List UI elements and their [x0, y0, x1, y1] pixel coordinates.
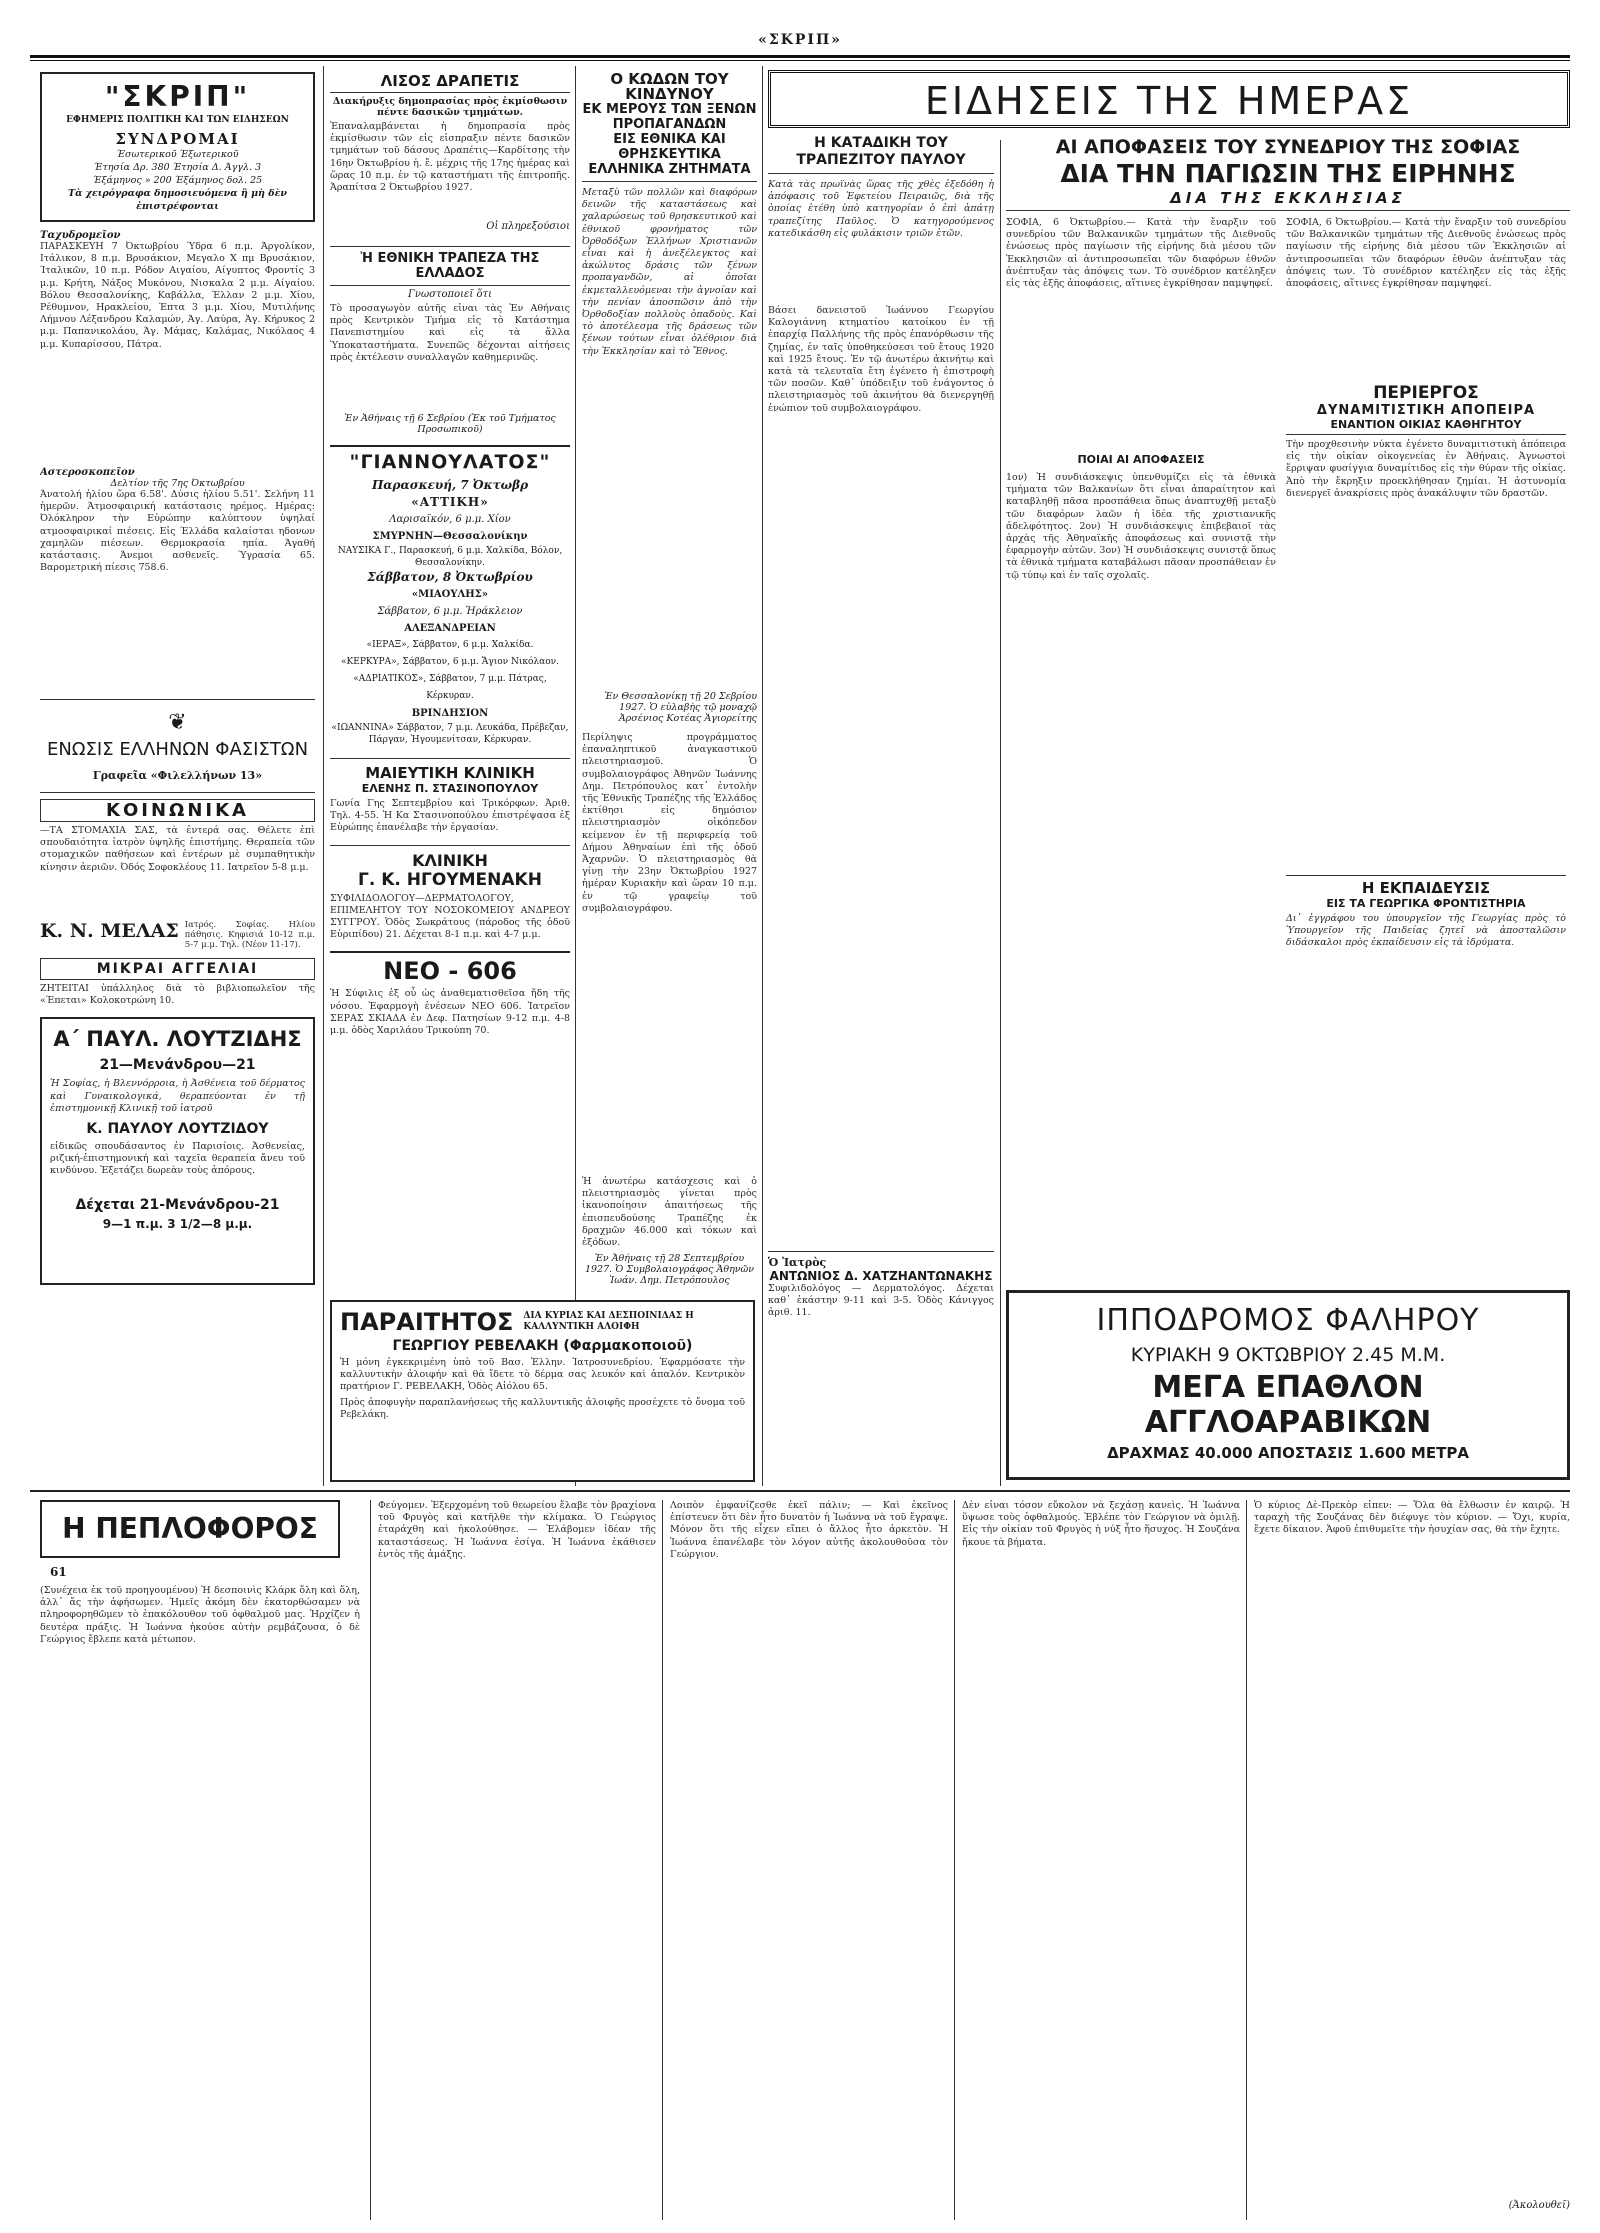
ship-line: Παρασκευή, 7 Ὀκτωβρ	[371, 478, 529, 492]
bank-sign: Ἐν Ἀθήναις τῇ 6 Σεβρίου (Ἐκ τοῦ Τμήματος Προσωπικοῦ)	[344, 413, 556, 435]
masthead	[0, 0, 1600, 70]
bell-title-block	[582, 72, 757, 182]
box-line: Έτησία Δρ. 380 Έτησία Δ. Άγγλ. 3	[93, 162, 262, 173]
bank-title: Ἡ ΕΘΝΙΚΗ ΤΡΑΠΕΖΑ ΤΗΣ ΕΛΛΑΔΟΣ	[330, 246, 570, 286]
hippodrome-ad	[1006, 1290, 1570, 1480]
doctor2-label: Ὁ Ἰατρὸς	[768, 1256, 827, 1269]
column-fifth	[1006, 135, 1570, 1485]
section-head: Αστεροσκοπεῖον	[40, 467, 135, 478]
sofia-title-c: ΔΙΑ ΤΗΣ ΕΚΚΛΗΣΙΑΣ	[1006, 189, 1570, 211]
forest-subtitle: Διακήρυξις δημοπρασίας πρὸς ἐκμίσθωσιν πέντε δασικῶν τμημάτων.	[332, 96, 568, 118]
clinic-title: ΚΛΙΝΙΚΗ	[330, 845, 570, 870]
dynamite-text: Τὴν προχθεσινὴν νύκτα ἐγένετο δυναμιτιστικὴ ἀπόπειρα εἰς τὴν οἰκίαν οἰκογενείας ἐν Ἀθήναις. Ἀγνωστοὶ ἔρριψαν φυσίγγια δυναμίτιδος εἰς τὴν θύραν τῆς οἰκίας. Ἀπὸ τὴν ἔκρηξιν προεκλήθησαν ζημίαι. Ἡ ἀστυνομία διενεργεῖ ἀνακρίσεις πρὸς ἀνακάλυψιν τῶν δραστῶν.	[1286, 439, 1566, 499]
column-divider	[762, 66, 763, 1486]
feuilleton-title-box	[40, 1500, 340, 1558]
maternity-title: ΜΑΙΕΥΤΙΚΗ ΚΛΙΝΙΚΗ	[330, 758, 570, 782]
shipping-title: "ΓΙΑΝΝΟΥΛΑΤΟΣ"	[330, 445, 570, 473]
ship-line: Λαρισαϊκόν, 6 μ.μ. Χίον	[389, 514, 511, 525]
bell-title: Ο ΚΩΔΩΝ ΤΟΥ ΚΙΝΔΥΝΟΥ	[610, 72, 729, 103]
feuilleton-col2: Φεύγομεν. Ἐξερχομένη τοῦ θεωρείου ἔλαβε τὸν βραχίονα τοῦ Φρυγὸς καὶ κατῆλθε τὴν κλίμακα. Ὁ Γεώργιος ἐταράχθη καὶ ἠκολούθησε. — Ἐλάβομεν ἰδέαν τῆς καταστάσεως. Ἡ Ἰωάννα ἐσίγα. Ἡ Ἰωάννα ἐκάθισεν ἐντὸς τῆς ἀμάξης.	[378, 1500, 656, 1560]
masthead-title: «ΣΚΡΙΠ»	[758, 32, 842, 48]
section-subhead: Δελτίον τῆς 7ης Όκτωβρίου	[110, 478, 245, 489]
column-divider	[1246, 1500, 1247, 2220]
doctor2-name: ΑΝΤΩΝΙΟΣ Δ. ΧΑΤΖΗΑΝΤΩΝΑΚΗΣ	[769, 1269, 993, 1283]
feuilleton-more: (Ἀκολουθεῖ)	[1508, 2200, 1570, 2211]
bank-subtitle: Γνωστοποιεῖ ὅτι	[407, 289, 492, 300]
koinonika-text: —ΤΑ ΣΤΟΜΑΧΙΑ ΣΑΣ, τὰ ἐντερά σας. Θέλετε ἐπὶ σπουδαιότητα ἰατρὸν ὑψηλῆς ἐπιστήμης. Θεραπεία τῶν στομαχικῶν παθήσεων καὶ ἐντέρων μὲ συμπαθητικὴν κίνησιν ἀεριῶν. Όδός Σοφοκλέους 11. Ιατρεῖον 5-8 μ.μ.	[40, 825, 315, 873]
column-divider	[575, 66, 576, 1486]
property-text: Βάσει δανειστοῦ Ἰωάννου Γεωργίου Καλογιάννη κτηματίου κατοίκου ἐν τῇ ἐπαρχίᾳ Παλλήνης τῆς πρὸς ἐπανόρθωσιν τῆς ζημίας, ἐν ταῖς ὑποθηκεύσεσι τοῦ ἔτους 1920 καὶ 1925 ἔτους. Ἐν τῷ ἀνωτέρω ἀκινήτῳ καὶ κατὰ τὰ τελευταῖα ἔτη ἐγένετο ἡ ἐπιστροφὴ τῶν ποσῶν. Καθ᾽ ὑπόδειξιν τοῦ ἐνάγοντος ὁ πλειστηριασμὸς τοῦ ἀκινήτου θὰ διενεργηθῇ ἐνώπιον τοῦ συμβολαιογράφου.	[768, 305, 994, 414]
feuilleton	[40, 1500, 1570, 2220]
koinonika-title: ΚΟΙΝΩΝΙΚΑ	[40, 799, 315, 822]
neo606-title: ΝΕΟ - 606	[330, 951, 570, 985]
sofia-left	[1006, 217, 1276, 1192]
sofia-title: ΑΙ ΑΠΟΦΑΣΕΙΣ ΤΟΥ ΣΥΝΕΔΡΙΟΥ ΤΗΣ ΣΟΦΙΑΣ	[1055, 136, 1521, 158]
sofia-sub: ΠΟΙΑΙ ΑΙ ΑΠΟΦΑΣΕΙΣ	[1077, 453, 1205, 466]
news-bar	[768, 70, 1570, 128]
maternity-text: Γωνία Γης Σεπτεμβρίου καὶ Τρικόρφων. Ἀριθ. Τηλ. 4-55. Ἡ Κα Στασινοπούλου ἐπιστρέψασα ἐξ Εὐρώπης ἐπανέλαβε τὴν ἐργασίαν.	[330, 798, 570, 834]
bell-sign: Ἐν Θεσσαλονίκῃ τῇ 20 Σεβρίου 1927. Ὁ εὐλαβὴς τῷ μοναχῷ Ἀρσένιος Κοτέας Ἁγιορείτης	[604, 691, 757, 724]
feuilleton-title: Η ΠΕΠΛΟΦΟΡΟΣ	[62, 1512, 318, 1545]
doctor-footer: Δέχεται 21-Μενάνδρου-21	[75, 1197, 280, 1214]
dynamite-title-b: ΔΥΝΑΜΙΤΙΣΤΙΚΗ ΑΠΟΠΕΙΡΑ	[1316, 403, 1536, 418]
column-fourth	[768, 135, 994, 1485]
hippodrome-breed: ΑΓΓΛΟΑΡΑΒΙΚΩΝ	[1144, 1405, 1432, 1440]
small-ads-title: ΜΙΚΡΑΙ ΑΓΓΕΛΙΑΙ	[40, 958, 315, 980]
feuilleton-number: 61	[50, 1565, 67, 1579]
bank-text: Τὸ προσαγωγὸν αὐτῆς εἶναι τὰς Ἐν Αθήναις πρὸς Κεντρικὸν Τμήμα εἰς τὸ Κατάστημα Πανεπιστημίου καὶ εἰς τὰ ἄλλα Ὑποκαταστήματα. Συνεπῶς δέχονται αἰτήσεις πρὸς ἐκτέλεσιν συναλλαγῶν καθημερινῶς.	[330, 303, 570, 363]
ornament-icon: ❦	[168, 710, 187, 735]
hippodrome-date: ΚΥΡΙΑΚΗ 9 ΟΚΤΩΒΡΙΟΥ 2.45 Μ.Μ.	[1130, 1344, 1446, 1366]
doctor-name: Κ. ΠΑΥΛΟΥ ΛΟΥΤΖΙΔΟΥ	[86, 1121, 269, 1138]
fascist-sub: Γραφεῖα «Φιλελλήνων 13»	[92, 769, 263, 782]
bell-line: ΕΛΛΗΝΙΚΑ ΖΗΤΗΜΑΤΑ	[588, 162, 751, 177]
melas-ad	[40, 920, 315, 950]
auction-text: Περίληψις προγράμματος ἐπαναληπτικοῦ ἀναγκαστικοῦ πλειστηριασμοῦ. Ὁ συμβολαιογράφος Ἀθηνῶν Ἰωάννης Δημ. Πετρόπουλος κατ᾽ ἐντολὴν τῆς Ἐθνικῆς Τραπέζης τῆς Ἑλλάδος ἐκτίθησι εἰς δημόσιον πλειστηριασμὸν οἰκόπεδον κείμενον ἐν τῇ περιφερείᾳ τοῦ Δήμου Ἀθηναίων ἐπὶ τῆς ὁδοῦ Ἀχαρνῶν. Ὁ πλειστηριασμὸς θὰ γίνῃ τὴν 23ην Ὀκτωβρίου 1927 ἡμέραν Κυριακὴν καὶ ὥραν 10 π.μ. ἐν τῷ γραφείῳ τοῦ συμβολαιογράφου.	[582, 732, 757, 914]
ship-line: «ΙΩΑΝΝΙΝΑ» Σάββατον, 7 μ.μ. Λευκάδα, Πρέβεζαν, Πάργαν, Ἠγουμενίτσαν, Κέρκυραν.	[331, 723, 569, 745]
feuilleton-col1: (Συνέχεια ἐκ τοῦ προηγουμένου) Ἡ δεσποινὶς Κλάρκ ὅλη καὶ ὅλη, ἀλλ᾽ ἄς τὴν ἀφήσωμεν. Ἡμεῖς ἀκόμη δὲν ἐκατορθώσαμεν νὰ πληροφορηθῶμεν τὸ ἐπακόλουθον τοῦ ὀφθαλμοῦ μας. Ἠρχίζεν ἡ δευτέρα πράξις. Ἡ Ἰωάννα ἠκούσε αὐτὴν ρεμβάζουσα, ὁ δὲ Γεώργιος ἔβλεπε κατὰ μέτωπον.	[40, 1585, 360, 1645]
fascist-ad	[40, 699, 315, 793]
ship-line: «ΚΕΡΚΥΡΑ», Σάββατον, 6 μ.μ. Ἄγιον Νικόλαον.	[341, 657, 559, 667]
rebelakis-ad	[330, 1300, 755, 1482]
ship-line: ΝΑΥΣΙΚΑ Γ., Παρασκευή, 6 μ.μ. Χαλκίδα, Βόλον, Θεσσαλονίκην.	[337, 546, 563, 568]
doctor-ad	[40, 1017, 315, 1285]
trial-title: Η ΚΑΤΑΔΙΚΗ ΤΟΥ ΤΡΑΠΕΖΙΤΟΥ ΠΑΥΛΟΥ	[768, 135, 994, 174]
ship-line: ΑΛΕΞΑΝΔΡΕΙΑΝ	[404, 623, 496, 634]
rebelakis-header	[340, 1308, 745, 1336]
column-divider	[1000, 140, 1001, 1486]
doctor-address: 21—Μενάνδρου—21	[99, 1057, 256, 1074]
hippodrome-title: ΙΠΠΟΔΡΟΜΟΣ ΦΑΛΗΡΟΥ	[1096, 1303, 1480, 1338]
neo606-text: Ἡ Σύφιλις ἐξ οὗ ὡς ἀναθεματισθεῖσα ἤδη τῆς νόσου. Ἐφαρμογὴ ἐνέσεων ΝΕΟ 606. Ἰατρεῖον ΣΕΡΑΣ ΣΚΙΑΔΑ ἐν Δεφ. Πατησίων 9-12 π.μ. 4-8 μ.μ. ὁδὸς Χαριλάου Τρικούπη 70.	[330, 988, 570, 1037]
maternity-subtitle: ΕΛΕΝΗΣ Π. ΣΤΑΣΙΝΟΠΟΥΛΟΥ	[361, 782, 539, 795]
box-line: Έξάμηνος » 200 Έξάμηνος δολ. 25	[92, 175, 263, 186]
forest-title: ΛΙΣΟΣ ΔΡΑΠΕΤΙΣ	[330, 72, 570, 93]
doctor2-ad	[768, 1251, 994, 1320]
box-lines	[50, 148, 305, 213]
column-divider	[323, 66, 324, 1486]
feuilleton-col3: Λοιπὸν ἐμφανίζεσθε ἐκεῖ πάλιν; — Καὶ ἐκεῖνος ἐπίστευεν ὅτι δὲν ἦτο δυνατὸν ἡ Ἰωάννα νὰ τοῦ ἔγραψε. Μόνον ὅτι τῆς εἶχεν εἴπει ὁ ἄλλος ἦτο ἀρκετὸν. Ἡ Ἰωάννα ἐπανέλαβε τὸν λόγον αὐτῆς ἀκολουθοῦσα τὸν Γεώργιον.	[670, 1500, 948, 1560]
auction-text2: Ἡ ἀνωτέρω κατάσχεσις καὶ ὁ πλειστηριασμὸς γίνεται πρὸς ἱκανοποίησιν ἀπαιτήσεως τῆς ἐπισπευδούσης Τραπέζης ἐκ δραχμῶν 46.000 καὶ τόκων καὶ ἐξόδων.	[582, 1176, 757, 1249]
sofia-title-b: ΔΙΑ ΤΗΝ ΠΑΓΙΩΣΙΝ ΤΗΣ ΕΙΡΗΝΗΣ	[1060, 159, 1516, 188]
education-text: Δι᾽ ἐγγράφου του ὑπουργεῖον τῆς Γεωργίας πρὸς τὸ Ὑπουργεῖον τῆς Παιδείας ζητεῖ νὰ ἀποσταλῶσιν διδάσκαλοι πρὸς ἐκπαίδευσιν εἰς τὰ ἱδρύματα.	[1286, 913, 1566, 949]
sofia-text: ΣΟΦΙΑ, 6 Ὀκτωβρίου.— Κατὰ τὴν ἔναρξιν τοῦ συνεδρίου τῶν Βαλκανικῶν τμημάτων τῆς Διεθνοῦς ἑνώσεως πρὸς παγίωσιν τῆς εἰρήνης διὰ μέσου τῶν Ἐκκλησιῶν αἱ ἀντιπροσωπεῖαι τῶν διαφόρων ἐθνῶν ἀνέπτυξαν τὰς ἀπόψεις των. Τὸ συνέδριον κατέληξεν εἰς τὰς ἑξῆς ἀποφάσεις, αἵτινες ἐγκρίθησαν παμψηφεί.	[1006, 217, 1276, 290]
doctor-text: Ἡ Σοφίας, ἡ Βλεννόρροια, ἡ Ἀσθένεια τοῦ δέρματος καὶ Γυναικολογικά, θεραπεύονται ἐν τῇ ἐπιστημονικῇ Κλινικῇ τοῦ ἰατροῦ	[50, 1078, 305, 1114]
news-bar-title: ΕΙΔΗΣΕΙΣ ΤΗΣ ΗΜΕΡΑΣ	[924, 79, 1414, 123]
clinic-name: Γ. Κ. ΗΓΟΥΜΕΝΑΚΗ	[358, 869, 542, 890]
section-divider	[30, 1490, 1570, 1492]
hippodrome-footer: ΔΡΑΧΜΑΣ 40.000 ΑΠΟΣΤΑΣΙΣ 1.600 ΜΕΤΡΑ	[1107, 1444, 1469, 1462]
education-title: Η ΕΚΠΑΙΔΕΥΣΙΣ	[1286, 875, 1566, 897]
masthead-rule	[30, 55, 1570, 58]
rebelakis-title: ΠΑΡΑΙΤΗΤΟΣ	[340, 1308, 514, 1336]
bell-text: Μεταξὺ τῶν πολλῶν καὶ διαφόρων δεινῶν τῆς καταστάσεως καὶ χαλαρώσεως τοῦ θρησκευτικοῦ καὶ ἐθνικοῦ φρονήματος τῶν Ὀρθοδόξων Ἑλλήνων Χριστιανῶν εἶναι καὶ ἡ ἀνεξέλεγκτος καὶ ἀκώλυτος δράσις τῶν ξένων προπαγανδῶν, αἱ ὁποῖαι ἐκμεταλλευόμεναι τὴν ἀγνοίαν καὶ τὴν πενίαν ἀποσπῶσιν ἀπὸ τὴν Ὀρθοδοξίαν πολλοὺς ὀπαδοὺς. Καὶ τὸ ἀποτέλεσμα τῆς δράσεως τῶν ξένων τούτων εἶναι ὀλέθριον διὰ τὴν Ἐκκλησίαν καὶ τὸ Ἔθνος.	[582, 187, 757, 357]
clinic-text: ΣΥΦΙΛΙΔΟΛΟΓΟΥ—ΔΕΡΜΑΤΟΛΟΓΟΥ, ΕΠΙΜΕΛΗΤΟΥ ΤΟΥ ΝΟΣΟΚΟΜΕΙΟΥ ΑΝΔΡΕΟΥ ΣΥΓΓΡΟΥ. Ὁδὸς Σωκράτους (πάροδος τῆς ὁδοῦ Εὐριπίδου) 21. Δέχεται 8-1 π.μ. καὶ 4-7 μ.μ.	[330, 892, 570, 941]
ship-line: «ΑΤΤΙΚΗ»	[411, 495, 489, 509]
box-title: "ΣΚΡΙΠ"	[104, 80, 251, 113]
subscription-box	[40, 72, 315, 222]
column-divider	[662, 1500, 663, 2220]
hippodrome-prize: ΜΕΓΑ ΕΠΑΘΛΟΝ	[1152, 1370, 1424, 1405]
education-title-b: ΕΙΣ ΤΑ ΓΕΩΡΓΙΚΑ ΦΡΟΝΤΙΣΤΗΡΙΑ	[1326, 897, 1526, 910]
ship-line: Σάββατον, 8 Ὀκτωβρίου	[367, 570, 533, 584]
melas-name: Κ. Ν. ΜΕΛΑΣ	[40, 920, 179, 942]
post-text: ΠΑΡΑΣΚΕΥΗ 7 Όκτωβρίου Ύδρα 6 π.μ. Άργολίκον, Ιτάλικον, 8 π.μ. Βρυσάκιον, Μεγαλο Χ πμ Βρυσάκιον, Ίταλικῶν, 10 π.μ. Ρόδον Αιγαίου, Αίγυπτος Φροντίς 3 μ.μ. Κρήτη, Νάξος Μυκόνου, Νισκαλα 2 μ.μ. Αίγαίου. Βόλου Θεσσαλονίκης, Καβάλλα, Έλλαν 2 μ.μ. Χίου, Ρέθυμνον, Ηρακλείου, Έπτα 3 μ.μ. Χίου, Μυτιλήνης Λήμνου Λέξανδρου Καλαμών, Άγ. Λαύρα, Άγ. Κήρυκος 2 μ.μ. Παπανικολάου, Άγ. Μάμας, Καλάμας, Νικόλαος 4 μ.μ. Κυπαρίσσου, Πάτρα.	[40, 241, 315, 350]
observatory-text: Άνατολή ἡλίου ὥρα 6.58'. Δύσις ἡλίου 5.51'. Σελήνη 11 ἡμερῶν. Άτμοσφαιρική κατάστασις ηρέμος. Ημέρας: Όλόκληρον τὴν Εὐρώπην καλύπτουν ὑψηλαί ατμοσφαιρικαί πιέσεις. Εἰς Έλλάδα καλαίσται ηδονων χαμηλῶν πιέσεων. Θερμοκρασία ηπία. Άγαθή κατάστασις. Άνεμοι ασθενεῖς. Ύγρασία 65. Βαρομετρική πίεσις 758.6.	[40, 489, 315, 574]
fascist-title: ΕΝΩΣΙΣ ΕΛΛΗΝΩΝ ΦΑΣΙΣΤΩΝ	[46, 739, 309, 760]
doctor-hours: 9—1 π.μ. 3 1/2—8 μ.μ.	[102, 1217, 253, 1232]
melas-text: Ιατρός. Σοφίας. Ηλίου πάθησις. Κηφισιά 10-12 π.μ. 5-7 μ.μ. Τηλ. (Νέον 11-17).	[184, 920, 315, 950]
feuilleton-col5: Ὁ κύριος Δὲ-Πρεκὸρ εἶπεν: — Ὅλα θὰ ἔλθωσιν ἐν καιρῷ. Ἡ ταραχὴ τῆς Σουζάνας δὲν διέφυγε τὸν κύριον. — Ὄχι, κυρία, ἔχετε δίκαιον. Ἀφοῦ ἐπιθυμεῖτε τὴν ἡσυχίαν σας, θὰ τὴν ἔχητε.	[1254, 1500, 1570, 1536]
dynamite-title-c: ΕΝΑΝΤΙΟΝ ΟΙΚΙΑΣ ΚΑΘΗΓΗΤΟΥ	[1286, 418, 1566, 435]
shipping-list	[330, 477, 570, 746]
section-head: Ταχυδρομεῖον	[40, 230, 121, 241]
trial-text: Κατὰ τὰς πρωϊνὰς ὥρας τῆς χθὲς ἐξεδόθη ἡ ἀπόφασις τοῦ Ἐφετείου Πειραιῶς, διὰ τῆς ὁποίας ἐτέθη ὑπὸ κατηγορίαν ὁ ἐπὶ ἀπάτῃ τραπεζίτης Παῦλος. Ὁ κατηγορούμενος κατεδικάσθη εἰς φυλάκισιν τριῶν ἐτῶν.	[768, 179, 994, 239]
rebelakis-text2: Πρὸς ἀποφυγὴν παραπλανήσεως τῆς καλλυντικῆς ἀλοιφῆς προσέχετε τὸ ὄνομα τοῦ Ρεβελάκη.	[340, 1396, 745, 1420]
ship-line: «ΜΙΑΟΥΛΗΣ»	[411, 589, 489, 600]
sofia-decisions: 1ον) Ἡ συνδιάσκεψις ὑπενθυμίζει εἰς τὰ ἐθνικὰ τμήματα τῶν Βαλκανίων ὅτι εἶναι ἀπαραίτητον καὶ καταβληθῇ πᾶσα προσπάθεια ὅπως ἀναπτυχθῇ μεταξὺ τῶν διαφόρων λαῶν ἡ ἰδέα τῆς χριστιανικῆς ἀδελφότητος. 2ον) Ἡ συνδιάσκεψις ἐπιβεβαιοῖ τὰς ἀρχὰς τῆς Ἀθηναϊκῆς ἀποφάσεως καὶ συνιστᾷ τὴν ἐφαρμογὴν αὐτῶν. 3ον) Ἡ συνδιάσκεψις συνιστᾷ ὅπως τὰ ἐθνικὰ τμήματα καταβάλωσι πᾶσαν προσπάθειαν ἐν τῷ τύπῳ καὶ ἐν ταῖς σχολαῖς.	[1006, 472, 1276, 581]
ship-line: Σάββατον, 6 μ.μ. Ἡράκλειον	[377, 606, 523, 617]
ship-line: «ΑΔΡΙΑΤΙΚΟΣ», Σάββατον, 7 μ.μ. Πάτρας, Κέρκυραν.	[353, 674, 547, 701]
masthead-rule-thin	[30, 60, 1570, 61]
ship-line: «ΙΕΡΑΞ», Σάββατον, 6 μ.μ. Χαλκίδα.	[366, 640, 534, 650]
dynamite-title: ΠΕΡΙΕΡΓΟΣ	[1373, 383, 1479, 403]
feuilleton-col4: Δὲν εἶναι τόσον εὔκολον νὰ ξεχάσῃ κανεὶς. Ἡ Ἰωάννα ὕψωσε τοὺς ὀφθαλμούς. Ἐβλέπε τὸν Γεώργιον νὰ ὁμιλῇ. Εἰς τὴν οἰκίαν τοῦ Φρυγὸς ἡ νύξ ἦτο ἥσυχος. Ἡ Σουζάνα ἤκουε τὰ βήματα.	[962, 1500, 1240, 1548]
box-line: Έσωτερικοῦ Έξωτερικοῦ	[116, 149, 239, 160]
small-ads-text: ΖΗΤΕΙΤΑΙ ὑπάλληλος διὰ τὸ βιβλιοπωλεῖον τῆς «Έπεται» Κολοκοτρώνη 10.	[40, 983, 315, 1007]
rebelakis-right: ΔΙΑ ΚΥΡΙΑΣ ΚΑΙ ΔΕΣΠΟΙΝΙΔΑΣ Η ΚΑΛΛΥΝΤΙΚΗ ΑΛΟΙΦΗ	[523, 1311, 694, 1332]
column-divider	[370, 1500, 371, 2220]
column-left	[40, 72, 315, 1487]
box-heading: ΣΥΝΔΡΟΜΑΙ	[115, 130, 240, 148]
doctor-title: Α΄ ΠΑΥΛ. ΛΟΥΤΖΙΔΗΣ	[53, 1027, 302, 1052]
sofia-body	[1006, 217, 1570, 1192]
bell-line: ΕΙΣ ΕΘΝΙΚΑ ΚΑΙ ΘΡΗΣΚΕΥΤΙΚΑ	[613, 132, 726, 162]
column-second	[330, 72, 570, 1487]
sofia-text-cont: ΣΟΦΙΑ, 6 Ὀκτωβρίου.— Κατὰ τὴν ἔναρξιν τοῦ συνεδρίου τῶν Βαλκανικῶν τμημάτων τῆς Διεθνοῦς ἑνώσεως πρὸς παγίωσιν τῆς εἰρήνης διὰ μέσου τῶν Ἐκκλησιῶν αἱ ἀντιπροσωπεῖαι τῶν διαφόρων ἐθνῶν ἀνέπτυξαν τὰς ἀπόψεις των. Τὸ συνέδριον κατέληξεν εἰς τὰς ἑξῆς ἀποφάσεις, αἵτινες ἐγκρίθησαν παμψηφεί.	[1286, 217, 1566, 290]
sofia-right	[1286, 217, 1566, 1192]
column-third	[582, 72, 757, 1292]
bell-line: ΕΚ ΜΕΡΟΥΣ ΤΩΝ ΞΕΝΩΝ ΠΡΟΠΑΓΑΝΔΩΝ	[582, 102, 757, 132]
doctor2-text: Συφιλιδολόγος — Δερματολόγος. Δέχεται καθ᾽ ἑκάστην 9-11 καὶ 3-5. Ὁδὸς Κάνιγγος ἀριθ. 11.	[768, 1283, 994, 1319]
rebelakis-name: ΓΕΩΡΓΙΟΥ ΡΕΒΕΛΑΚΗ (Φαρμακοποιοῦ)	[392, 1338, 693, 1354]
forest-text: Ἐπαναλαμβάνεται ἡ δημοπρασία πρὸς ἐκμίσθωσιν τῶν εἰς εἰσπραξιν πέντε δασικῶν τμημάτων τοῦ δάσους Δραπέτις—Καρδίτσης τὴν 16ην Όκτωβρίου ἡ. ἔ. μέχρις τῆς 17ης ἡμέρας καὶ ὥρας 10 π.μ. ἐν τῷ καταστήματι τῆς ἐπιτροπῆς. Ἀραπίτσα 2 Όκτωβρίου 1927.	[330, 121, 570, 194]
ship-line: ΒΡΙΝΔΗΣΙΟΝ	[411, 708, 489, 719]
box-line: Τὰ χειρόγραφα δημοσιευόμενα ἢ μὴ δὲν ἐπιστρέφονται	[68, 188, 287, 212]
rebelakis-text: Ἡ μόνη ἐγκεκριμένη ὑπὸ τοῦ Βασ. Ἑλλην. Ἰατροσυνεδρίου. Ἐφαρμόσατε τὴν καλλυντικὴν ἀλοιφήν καὶ θὰ ἴδετε τὸ δέρμα σας λευκόν καὶ ἁπαλόν. Κεντρικὸν πρατήριον Γ. ΡΕΒΕΛΑΚΗ, Ὁδὸς Αἰόλου 65.	[340, 1357, 745, 1393]
auction-foot: Ἐν Ἀθήναις τῇ 28 Σεπτεμβρίου 1927. Ὁ Συμβολαιογράφος Ἀθηνῶν Ἰωάν. Δημ. Πετρόπουλος	[584, 1253, 755, 1287]
ship-line: ΣΜΥΡΝΗΝ—Θεσσαλονίκην	[372, 531, 528, 542]
forest-sign: Οἱ πληρεξούσιοι	[486, 221, 570, 232]
doctor-text2: εἰδικῶς σπουδάσαντος ἐν Παρισίοις. Ἀσθενείας, ριζική-ἐπιστημονική καὶ ταχεῖα θεραπεία ἄνευ τοῦ κινδύνου. Ἐξετάζει δωρεὰν τοὺς ἀπόρους.	[50, 1141, 305, 1177]
column-divider	[954, 1500, 955, 2220]
box-subtitle: ΕΦΗΜΕΡΙΣ ΠΟΛΙΤΙΚΗ ΚΑΙ ΤΩΝ ΕΙΔΗΣΕΩΝ	[66, 115, 289, 125]
